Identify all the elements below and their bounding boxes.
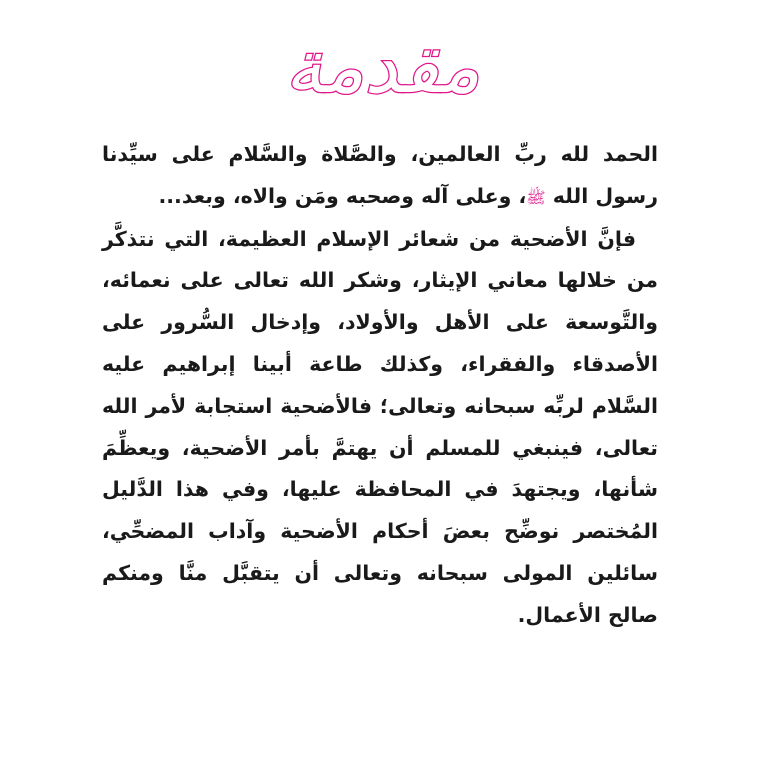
main-paragraph: فإنَّ الأضحية من شعائر الإسلام العظيمة، التي نتذكَّر من خلالها معاني الإيثار، وشكر الله تعالى على نعمائه، والتَّوسعة على الأهل والأولاد، وإدخال السُّرور على الأصدقاء والفقراء، وكذلك طاعة أبينا إبراهيم عليه السَّلام لربِّه سبحانه وتعالى؛ فالأضحية استجابة لأمر الله تعالى، فينبغي للمسلم أن يهتمَّ بأمر الأضحية، ويعظِّمَ شأنها، ويجتهدَ في المحافظة عليها، وفي هذا الدَّليل المُختصر نوضِّح بعضَ أحكام الأضحية وآداب المضحِّي، سائلين المولى سبحانه وتعالى أن يتقبَّل منَّا ومنكم صالح الأعمال.	[102, 226, 658, 627]
introduction-body	[102, 134, 658, 637]
opening-text-continued: ، وعلى آله وصحبه ومَن والاه، وبعد...	[158, 183, 527, 208]
opening-paragraph	[102, 134, 658, 219]
page-title: مقدمة	[284, 24, 481, 110]
opening-text: الحمد لله ربِّ العالمين، والصَّلاة والسَّلام على سيِّدنا رسول الله	[102, 142, 658, 208]
honorific-symbol: ﷺ	[526, 187, 546, 207]
